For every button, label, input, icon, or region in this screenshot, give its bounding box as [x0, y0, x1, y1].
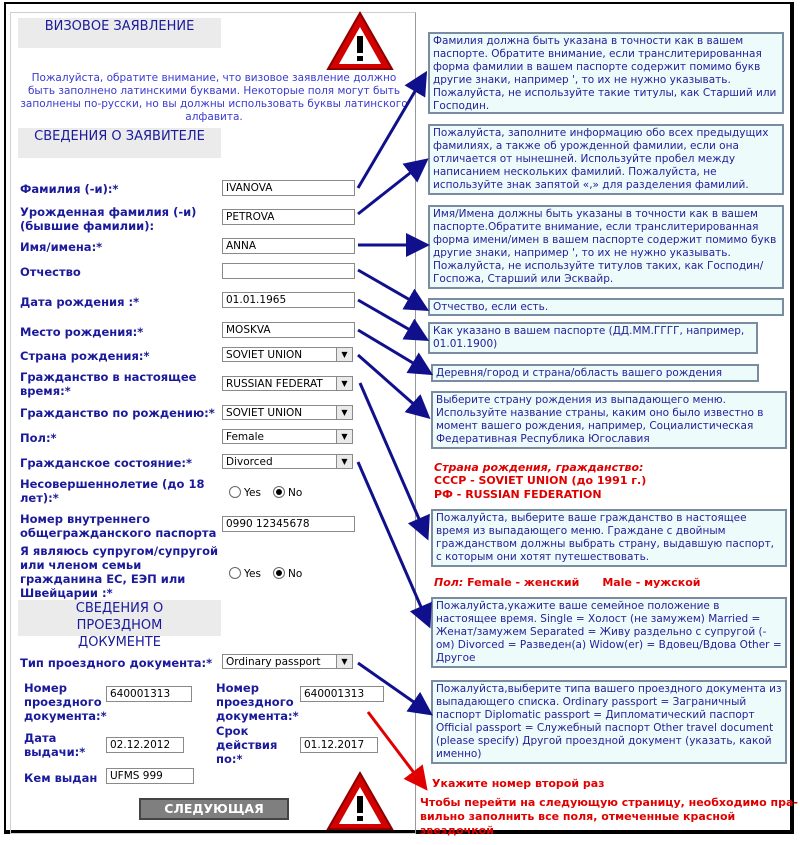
birth-surname-label: Урожденная фамилия (-и) (бывшие фамилии): — [20, 205, 197, 233]
chevron-down-icon: ▼ — [336, 655, 352, 668]
eu-family-yes-radio[interactable]: Yes — [229, 567, 261, 581]
sex-label: Пол:* — [20, 431, 57, 445]
issue-date-label: Дата выдачи:* — [24, 731, 86, 759]
patronymic-label: Отчество — [20, 265, 81, 279]
birth-place-note: Деревня/город и страна/область вашего рождения — [431, 364, 759, 382]
internal-passport-label: Номер внутреннего общегражданского паспорта — [20, 512, 217, 540]
warning-triangle-icon — [325, 10, 395, 72]
footer-hint-line2: вильно заполнить все поля, отмеченные красной звездочкой — [420, 810, 736, 837]
birth-place-input[interactable]: MOSKVA — [222, 322, 355, 338]
country-hint-line2: РФ - RUSSIAN FEDERATION — [434, 488, 602, 501]
valid-until-label: Срок действия по:* — [216, 724, 278, 766]
birth-place-label: Место рождения:* — [20, 325, 144, 339]
travel-doc-note: Пожалуйста,выберите типа вашего проездного документа из выпадающего списка. Ordinary passport = Заграничный паспорт Diplomatic passport = Дипломатический паспорт Official passport = Служебный паспорт Other travel document (please specify) Другой проездной документ (указать, какой именно) — [431, 680, 787, 764]
repeat-number-hint: Укажите номер второй раз — [432, 777, 605, 790]
birth-date-input[interactable]: 01.01.1965 — [222, 292, 355, 308]
country-hint-line1: СССР - SOVIET UNION (до 1991 г.) — [434, 474, 647, 487]
doc-number-repeat-input[interactable]: 640001313 — [300, 686, 384, 702]
minor-no-radio[interactable]: No — [273, 486, 302, 500]
patronymic-note: Отчество, если есть. — [428, 298, 784, 316]
travel-doc-section-title: СВЕДЕНИЯ О ПРОЕЗДНОМ ДОКУМЕНТЕ — [18, 600, 221, 636]
marital-status-select[interactable]: Divorced ▼ — [222, 454, 353, 469]
valid-until-input[interactable]: 01.12.2017 — [300, 737, 378, 753]
chevron-down-icon: ▼ — [336, 348, 352, 361]
first-name-label: Имя/имена:* — [20, 240, 103, 254]
birth-country-note: Выберите страну рождения из выпадающего меню. Используйте название страны, каким оно было известно в момент вашего рождения, например, Социалистическая Федеративная Республика Югославия — [431, 391, 787, 449]
travel-doc-type-select[interactable]: Ordinary passport ▼ — [222, 654, 353, 669]
birth-citizenship-select[interactable]: SOVIET UNION ▼ — [222, 405, 353, 420]
minor-yes-radio[interactable]: Yes — [229, 486, 261, 500]
surname-label: Фамилия (-и):* — [20, 182, 119, 196]
radio-on-icon — [273, 486, 285, 498]
eu-family-label: Я являюсь супругом/супругой или членом семьи гражданина ЕС, ЕЭП или Швейцарии :* — [20, 544, 219, 600]
citizenship-note: Пожалуйста, выберите ваше гражданство в настоящее время из выпадающего меню. Граждане с двойным гражданством должны выбрать страну, выдавшую паспорт, с которым они хотят путешествовать. — [431, 509, 787, 567]
sex-hint-values: Female - женский Male - мужской — [467, 576, 701, 589]
birth-country-select[interactable]: SOVIET UNION ▼ — [222, 347, 353, 362]
birth-surname-note: Пожалуйста, заполните информацию обо всех предыдущих фамилиях, а также об урожденной фамилии, если она отличается от нынешней. Используйте пробел между написанием нескольких фамилий. Пожалуйста, не используйте знак запятой «,» для разделения фамилий. — [428, 124, 784, 195]
patronymic-input[interactable] — [222, 263, 355, 279]
radio-on-icon — [273, 567, 285, 579]
sex-select[interactable]: Female ▼ — [222, 429, 353, 444]
radio-off-icon — [229, 486, 241, 498]
country-hint-title: Страна рождения, гражданство: — [434, 461, 644, 474]
doc-number-label: Номер проездного документа:* — [24, 681, 107, 723]
sex-hint-prefix: Пол: — [434, 576, 464, 589]
warning-triangle-icon — [325, 770, 395, 832]
chevron-down-icon: ▼ — [336, 455, 352, 468]
footer-hint-line1: Чтобы перейти на следующую страницу, необходимо пра- — [420, 796, 799, 809]
surname-input[interactable]: IVANOVA — [222, 180, 355, 196]
latin-letters-notice: Пожалуйста, обратите внимание, что визовое заявление должно быть заполнено латинскими буквами. Некоторые поля могут быть заполнены по-русски, но вы должны использовать буквы латинского алфавита. — [20, 72, 408, 123]
sex-hint — [434, 576, 701, 589]
birth-citizenship-label: Гражданство по рождению:* — [20, 406, 215, 420]
applicant-section-title: СВЕДЕНИЯ О ЗАЯВИТЕЛЕ — [18, 128, 221, 158]
marital-status-note: Пожалуйста,укажите ваше семейное положение в настоящее время. Single = Холост (не замужем) Married = Женат/замужем Separated = Живу раздельно с супругой (-ом) Divorced = Разведен(а) Widow(er) = Вдовец/Вдова Other = Другое — [431, 597, 787, 668]
chevron-down-icon: ▼ — [336, 377, 352, 390]
internal-passport-input[interactable]: 0990 12345678 — [222, 516, 355, 532]
radio-off-icon — [229, 567, 241, 579]
form-title: ВИЗОВОЕ ЗАЯВЛЕНИЕ — [18, 18, 221, 48]
first-name-note: Имя/Имена должны быть указаны в точности как в вашем паспорте.Обратите внимание, если транслитерированная форма имени/имен в вашем паспорте содержит помимо букв другие знаки, например ', то их не нужно указывать. Пожалуйста, не используйте титулов таких, как Господин/Госпожа, Старший или Эсквайр. — [428, 205, 784, 289]
issue-date-input[interactable]: 02.12.2012 — [106, 737, 184, 753]
chevron-down-icon: ▼ — [336, 430, 352, 443]
doc-number-repeat-label: Номер проездного документа:* — [216, 681, 299, 723]
current-citizenship-select[interactable]: RUSSIAN FEDERAT ▼ — [222, 376, 353, 391]
next-button[interactable]: СЛЕДУЮЩАЯ — [139, 798, 289, 820]
current-citizenship-label: Гражданство в настоящее время:* — [20, 370, 197, 398]
birth-country-label: Страна рождения:* — [20, 349, 150, 363]
eu-family-no-radio[interactable]: No — [273, 567, 302, 581]
chevron-down-icon: ▼ — [336, 406, 352, 419]
birth-date-note: Как указано в вашем паспорте (ДД.ММ.ГГГГ, например, 01.01.1900) — [428, 322, 758, 354]
surname-note: Фамилия должна быть указана в точности как в вашем паспорте. Обратите внимание, если транслитерированная форма фамилии в вашем паспорте содержит помимо букв другие знаки, например ', то их не нужно указывать. Пожалуйста, не используйте такие титулы, как Старший или Господин. — [428, 32, 784, 114]
birth-surname-input[interactable]: PETROVA — [222, 209, 355, 225]
issued-by-input[interactable]: UFMS 999 — [106, 768, 194, 784]
issued-by-label: Кем выдан — [24, 771, 98, 785]
doc-number-input[interactable]: 640001313 — [106, 686, 192, 702]
marital-status-label: Гражданское состояние:* — [20, 456, 192, 470]
travel-doc-type-label: Тип проездного документа:* — [20, 656, 213, 670]
first-name-input[interactable]: ANNA — [222, 238, 355, 254]
minor-label: Несовершеннолетие (до 18 лет):* — [20, 477, 205, 505]
birth-date-label: Дата рождения :* — [20, 295, 140, 309]
